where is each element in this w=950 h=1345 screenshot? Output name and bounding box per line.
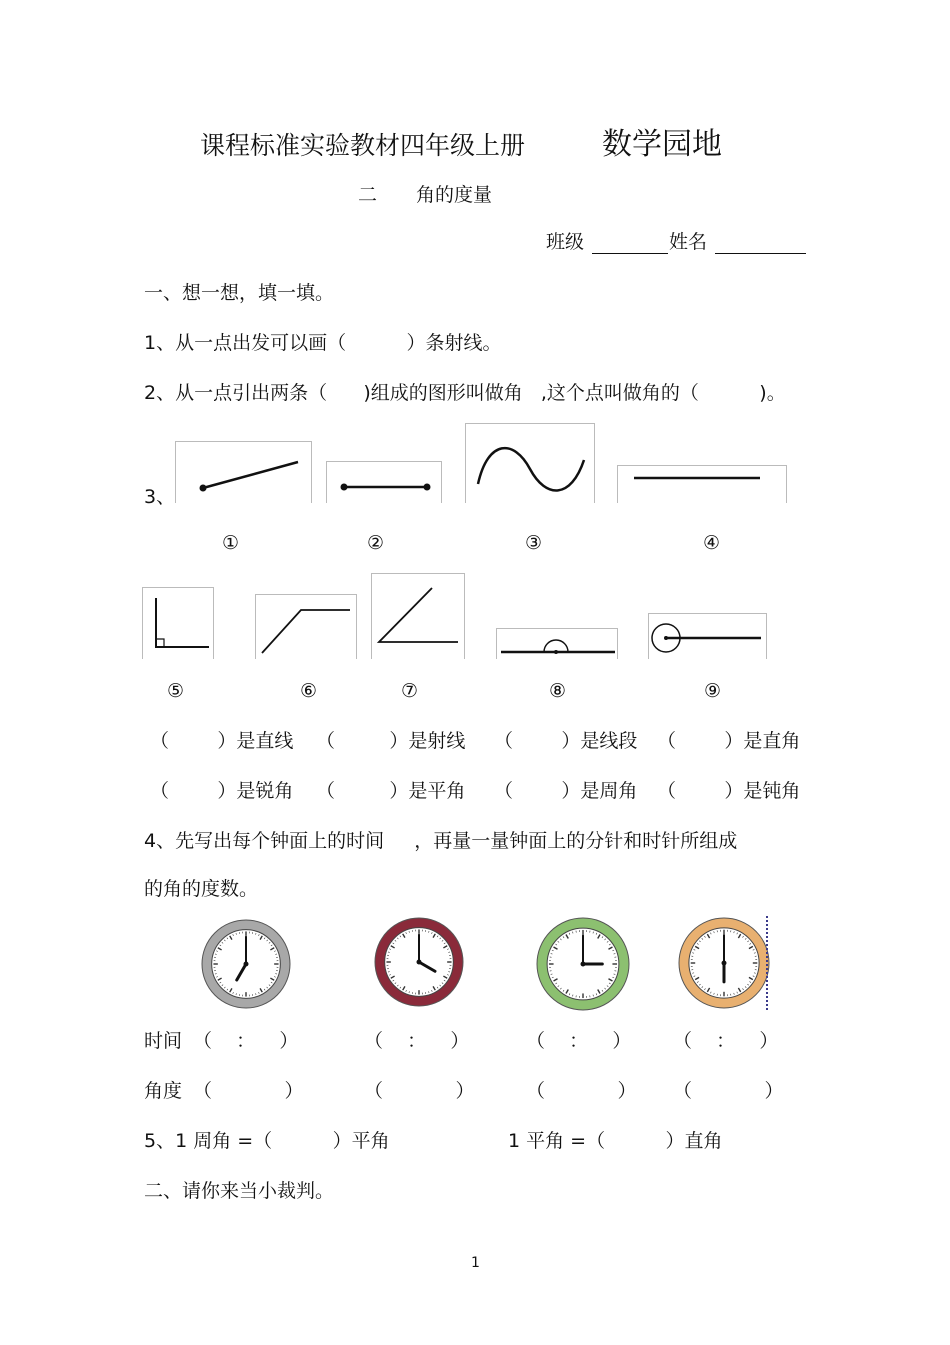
fill-obtuse-angle[interactable]: （ ）是钝角 — [657, 780, 801, 802]
name-label: 姓名 — [669, 231, 708, 253]
figure-5-right-angle — [142, 587, 214, 659]
unit-number: 二 — [358, 184, 378, 206]
figure-number-2: ② — [367, 532, 385, 554]
figure-2-segment — [326, 461, 442, 503]
fill-right-angle[interactable]: （ ）是直角 — [657, 730, 801, 752]
page-title: 课程标准实验教材四年级上册 — [200, 131, 526, 160]
clock-center — [417, 960, 422, 965]
clock-3 — [535, 916, 631, 1012]
figure-6-obtuse-angle-drawing — [256, 595, 356, 659]
question-1: 1、从一点出发可以画（ ）条射线。 — [144, 332, 502, 354]
time-label: 时间 — [144, 1030, 183, 1052]
figure-number-7: ⑦ — [401, 680, 419, 702]
fill-straight-line[interactable]: （ ）是直线 — [150, 730, 294, 752]
figure-8-straight-angle — [496, 628, 618, 659]
figure-number-1: ① — [222, 532, 240, 554]
figure-4-line-drawing — [618, 466, 786, 503]
section-2-heading: 二、请你来当小裁判。 — [144, 1180, 335, 1202]
dotted-edge — [766, 916, 768, 1010]
figure-number-9: ⑨ — [704, 680, 722, 702]
time-answer-3[interactable]: （ ： ） — [526, 1030, 632, 1052]
fill-acute-angle[interactable]: （ ）是锐角 — [150, 780, 294, 802]
figure-number-5: ⑤ — [167, 680, 185, 702]
class-blank[interactable] — [592, 253, 668, 254]
figure-9-full-angle — [648, 613, 767, 659]
angle-answer-1[interactable]: （ ） — [193, 1080, 304, 1102]
clock-center — [581, 962, 586, 967]
question-3-label: 3、 — [144, 486, 176, 508]
figure-5-right-angle-drawing — [143, 588, 213, 659]
figure-1-ray — [175, 441, 312, 503]
page-title-right: 数学园地 — [602, 127, 722, 162]
question-4-line-2: 的角的度数。 — [144, 878, 259, 900]
class-label: 班级 — [546, 231, 585, 253]
figure-2-segment-drawing — [327, 462, 441, 503]
angle-answer-3[interactable]: （ ） — [526, 1080, 637, 1102]
figure-8-straight-angle-drawing — [497, 629, 617, 659]
figure-3-curve — [465, 423, 595, 503]
question-4-line-1: 4、先写出每个钟面上的时间 ，再量一量钟面上的分针和时针所组成 — [144, 830, 738, 852]
figure-number-3: ③ — [525, 532, 543, 554]
clock-face — [535, 916, 631, 1012]
figure-1-ray-drawing — [176, 442, 311, 503]
fill-ray[interactable]: （ ）是射线 — [316, 730, 466, 752]
question-5-right: 1 平角 =（ ）直角 — [508, 1130, 723, 1152]
figure-4-line — [617, 465, 787, 503]
time-answer-4[interactable]: （ ： ） — [673, 1030, 779, 1052]
fill-straight-angle[interactable]: （ ）是平角 — [316, 780, 466, 802]
clock-2 — [373, 916, 465, 1008]
time-answer-2[interactable]: （ ： ） — [364, 1030, 470, 1052]
figure-number-8: ⑧ — [549, 680, 567, 702]
figure-number-4: ④ — [703, 532, 721, 554]
fill-segment[interactable]: （ ）是线段 — [494, 730, 638, 752]
figure-7-acute-angle-drawing — [372, 574, 464, 659]
time-answer-1[interactable]: （ ： ） — [193, 1030, 299, 1052]
fill-full-angle[interactable]: （ ）是周角 — [494, 780, 638, 802]
question-2: 2、从一点引出两条（ )组成的图形叫做角 ,这个点叫做角的（ )。 — [144, 382, 786, 404]
angle-answer-2[interactable]: （ ） — [364, 1080, 475, 1102]
figure-6-obtuse-angle — [255, 594, 357, 659]
figure-9-full-angle-drawing — [649, 614, 766, 659]
figure-number-6: ⑥ — [300, 680, 318, 702]
unit-name: 角的度量 — [416, 184, 493, 206]
question-5-left: 5、1 周角 =（ ）平角 — [144, 1130, 390, 1152]
clock-face — [677, 916, 771, 1010]
name-blank[interactable] — [715, 253, 806, 254]
clock-face — [200, 918, 292, 1010]
clock-face — [373, 916, 465, 1008]
clock-4 — [677, 916, 771, 1010]
page-number: 1 — [471, 1255, 480, 1271]
angle-answer-4[interactable]: （ ） — [673, 1080, 784, 1102]
clock-center — [722, 961, 727, 966]
section-heading: 一、想一想，填一填。 — [144, 282, 335, 304]
figure-3-curve-drawing — [466, 424, 594, 503]
clock-1 — [200, 918, 292, 1010]
figure-7-acute-angle — [371, 573, 465, 659]
angle-label: 角度 — [144, 1080, 183, 1102]
clock-center — [244, 962, 249, 967]
